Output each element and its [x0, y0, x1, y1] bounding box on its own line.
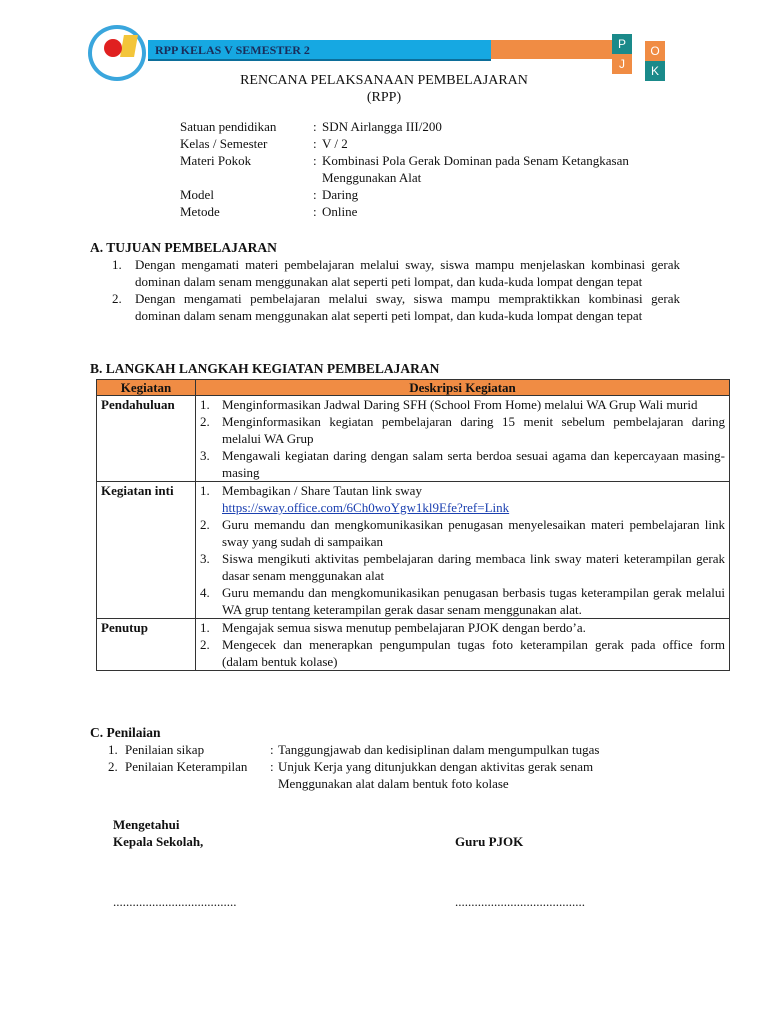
column-header: Deskripsi Kegiatan: [196, 380, 730, 396]
section-c-heading: C. Penilaian: [90, 725, 161, 740]
item-text: Mengajak semua siswa menutup pembelajaran PJOK dengan berdo’a.: [222, 620, 586, 635]
list-item: 1. Dengan mengamati materi pembelajaran melalui sway, siswa mampu menjelaskan kombinasi gerak dominan dalam senam menggunakan alat seperti peti lompat, dan kuda-kuda lompat dengan tepat: [112, 257, 680, 289]
item-text: Dengan mengamati materi pembelajaran melalui sway, siswa mampu menjelaskan kombinasi gerak dominan dalam senam menggunakan alat seperti peti lompat, dan kuda-kuda lompat dengan tepat: [135, 257, 680, 289]
sig-text: Kepala Sekolah,: [113, 834, 204, 849]
list-item: 2. Dengan mengamati pembelajaran melalui sway, siswa mampu mempraktikkan kombinasi gerak dominan dalam senam menggunakan alat seperti peti lompat, dan kuda-kuda lompat dengan tepat: [112, 291, 680, 323]
row-label: Penutup: [97, 619, 196, 671]
item-text: Mengecek dan menerapkan pengumpulan tugas foto keterampilan gerak pada office form (dalam bentuk kolase): [222, 637, 725, 669]
table-row: Pendahuluan 1. Menginformasikan Jadwal Daring SFH (School From Home) melalui WA Grup Wali murid 2. Menginformasikan kegiatan pembelajaran daring 15 menit sebelum pembelajaran daring melalui WA Grup 3. Mengawali kegiatan daring dengan salam serta berdoa sesuai agama dan kepercayaan masing-masing: [97, 396, 730, 482]
assessment-key: Penilaian sikap: [125, 742, 205, 757]
assessment-list: 1. Penilaian sikap : Tanggungjawab dan kedisiplinan dalam mengumpulkan tugas 2. Penilaian Keterampilan : Unjuk Kerja yang ditunjukkan dengan aktivitas gerak senam Menggunakan alat dalam bentuk foto kolase: [108, 741, 708, 792]
item-text: Guru memandu dan mengkomunikasikan penugasan berbasis tugas keterampilan gerak melalui WA grup tentang keterampilan gerak dasar senam menggunakan alat.: [222, 585, 725, 617]
row-label: Kegiatan inti: [97, 482, 196, 619]
title-line1: RENCANA PELAKSANAAN PEMBELAJARAN: [240, 73, 528, 88]
pjok-j: J: [612, 54, 632, 74]
info-key: Kelas / Semester: [180, 136, 268, 151]
info-block: Satuan pendidikan : SDN Airlangga III/200 Kelas / Semester : V / 2 Materi Pokok : Kombinasi Pola Gerak Dominan pada Senam Ketangkasan Menggunakan Alat Model : Daring Metode : Online: [180, 118, 692, 220]
assessment-value: Tanggungjawab dan kedisiplinan dalam mengumpulkan tugas: [278, 742, 600, 757]
item-text: Menginformasikan Jadwal Daring SFH (School From Home) melalui WA Grup Wali murid: [222, 397, 698, 412]
header-title: RPP KELAS V SEMESTER 2: [155, 43, 310, 57]
pjok-p: P: [612, 34, 632, 54]
item-text: Mengawali kegiatan daring dengan salam serta berdoa sesuai agama dan kepercayaan masing-masing: [222, 448, 725, 480]
signature-line-left: ......................................: [113, 894, 237, 909]
info-value: V / 2: [322, 136, 348, 151]
assessment-key: Penilaian Keterampilan: [125, 759, 248, 774]
signature-left: [113, 816, 203, 850]
pjok-o: O: [645, 41, 665, 61]
item-text: Dengan mengamati pembelajaran melalui sway, siswa mampu mempraktikkan kombinasi gerak dominan dalam senam menggunakan alat seperti peti lompat, dan kuda-kuda lompat dengan tepat: [135, 291, 680, 323]
info-value: Online: [322, 204, 358, 219]
row-label: Pendahuluan: [97, 396, 196, 482]
info-key: Satuan pendidikan: [180, 119, 277, 134]
info-key: Metode: [180, 204, 220, 219]
assessment-value: Menggunakan alat dalam bentuk foto kolase: [278, 776, 509, 791]
title-line2: (RPP): [366, 90, 402, 105]
objectives-list: [112, 256, 680, 324]
activities-table: [96, 379, 730, 671]
section-b-heading: B. LANGKAH LANGKAH KEGIATAN PEMBELAJARAN: [90, 361, 440, 376]
pjok-k: K: [645, 61, 665, 81]
info-key: Model: [180, 187, 214, 202]
sway-link[interactable]: https://sway.office.com/6Ch0woYgw1kl9Efe?ref=Link: [222, 500, 510, 515]
table-row: Penutup 1. Mengajak semua siswa menutup pembelajaran PJOK dengan berdo’a. 2. Mengecek dan menerapkan pengumpulan tugas foto keterampilan gerak pada office form (dalam bentuk kolase): [97, 619, 730, 671]
document-title: [0, 72, 768, 106]
info-value: Kombinasi Pola Gerak Dominan pada Senam Ketangkasan Menggunakan Alat: [322, 153, 629, 185]
item-text: Menginformasikan kegiatan pembelajaran daring 15 menit sebelum pembelajaran daring melalui WA Grup: [222, 414, 725, 446]
item-text: Membagikan / Share Tautan link sway: [222, 483, 422, 498]
header-bar-accent: [491, 40, 627, 59]
signature-line-right: ........................................: [455, 894, 585, 909]
item-text: Guru memandu dan mengkomunikasikan penugasan menyelesaikan materi pembelajaran link sway yang sudah di sampaikan: [222, 517, 725, 549]
sig-text: Mengetahui: [113, 817, 180, 832]
section-a-heading: A. TUJUAN PEMBELAJARAN: [90, 240, 277, 255]
table-row: Kegiatan inti 1. Membagikan / Share Tautan link sway https://sway.office.com/6Ch0woYgw1kl9Efe?ref=Link 2. Guru memandu dan mengkomunikasikan penugasan menyelesaikan materi pembelajaran link sway yang sudah di sampaikan 3. Siswa mengikuti aktivitas pembelajaran daring membaca link sway materi keterampilan gerak dasar senam menggunakan alat 4. Guru memandu dan mengkomunikasikan penugasan berbasis tugas keterampilan gerak melalui WA grup tentang keterampilan gerak dasar senam menggunakan alat.: [97, 482, 730, 619]
column-header: Kegiatan: [97, 380, 196, 396]
info-value: SDN Airlangga III/200: [322, 119, 442, 134]
info-value: Daring: [322, 187, 359, 202]
assessment-value: Unjuk Kerja yang ditunjukkan dengan aktivitas gerak senam: [278, 759, 594, 774]
item-text: Siswa mengikuti aktivitas pembelajaran daring membaca link sway materi keterampilan gerak dasar senam menggunakan alat: [222, 551, 725, 583]
info-key: Materi Pokok: [180, 153, 252, 168]
signature-right: Guru PJOK: [455, 834, 524, 849]
